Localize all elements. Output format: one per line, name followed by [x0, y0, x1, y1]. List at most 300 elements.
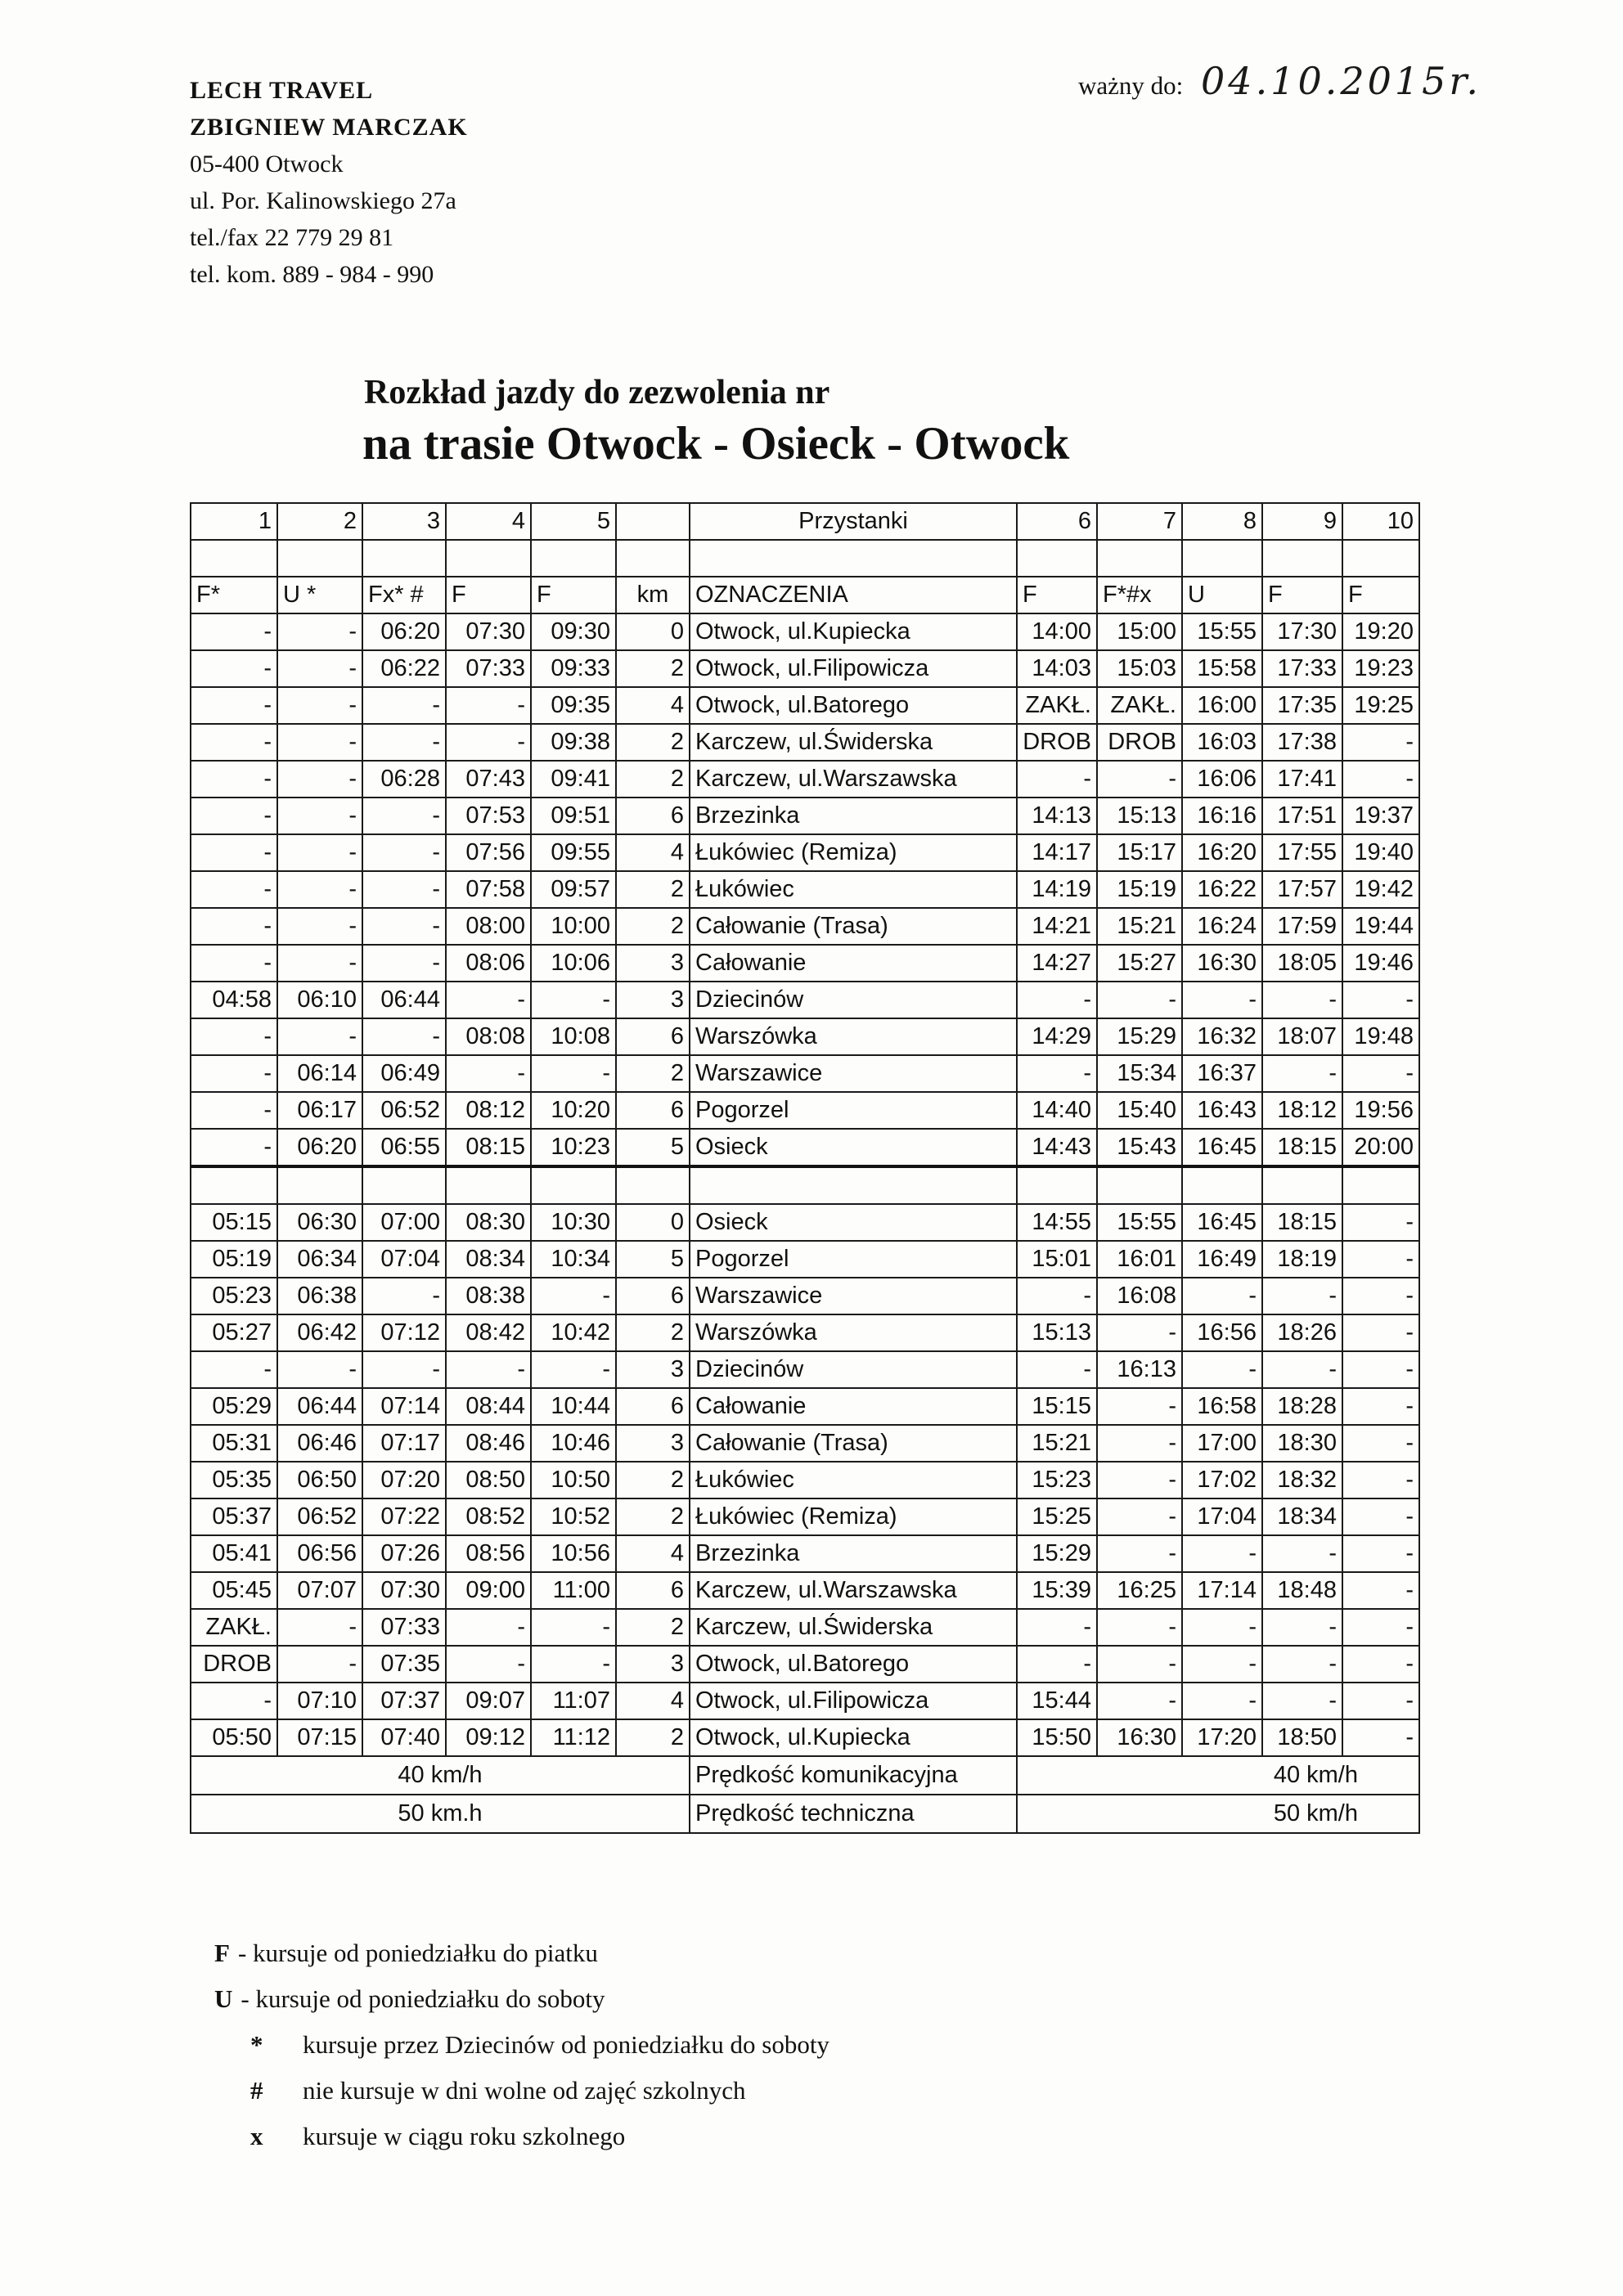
table-row [191, 1425, 1419, 1462]
table-cell: 16:08 [1097, 1278, 1182, 1314]
table-cell: 15:21 [1097, 908, 1182, 945]
table-cell: 08:15 [446, 1129, 531, 1166]
table-cell: Warszówka [690, 1314, 1017, 1351]
table-cell: 15:44 [1017, 1683, 1097, 1719]
table-cell [362, 1166, 446, 1204]
table-cell: 09:51 [531, 798, 616, 834]
table-cell: - [1342, 1351, 1419, 1388]
table-cell: 07:20 [362, 1462, 446, 1498]
table-cell: 06:46 [277, 1425, 362, 1462]
table-row [191, 1646, 1419, 1683]
table-cell: 5 [531, 503, 616, 540]
table-cell: F*#x [1097, 577, 1182, 613]
table-cell: - [277, 798, 362, 834]
table-row [191, 1018, 1419, 1055]
table-cell: 18:12 [1262, 1092, 1342, 1129]
owner-name: ZBIGNIEW MARCZAK [190, 114, 468, 141]
table-cell: Warszówka [690, 1018, 1017, 1055]
table-cell: 18:48 [1262, 1572, 1342, 1609]
speed-value-right: 40 km/h [1017, 1756, 1419, 1795]
table-cell: 2 [616, 724, 690, 761]
table-cell: - [1097, 1462, 1182, 1498]
table-cell: Przystanki [690, 503, 1017, 540]
table-cell: - [446, 724, 531, 761]
table-cell: 09:35 [531, 687, 616, 724]
table-cell: 2 [616, 1719, 690, 1756]
table-row [191, 834, 1419, 871]
table-cell: - [1017, 1278, 1097, 1314]
table-cell [277, 1166, 362, 1204]
table-cell: 10:56 [531, 1535, 616, 1572]
legend-item [214, 2068, 829, 2114]
table-cell [1017, 540, 1097, 577]
table-cell: - [191, 1129, 277, 1166]
table-cell: 06:42 [277, 1314, 362, 1351]
table-cell: - [1262, 1646, 1342, 1683]
table-cell: ZAKŁ. [1017, 687, 1097, 724]
table-cell: 16:43 [1182, 1092, 1262, 1129]
table-cell: 15:13 [1097, 798, 1182, 834]
table-cell: 08:12 [446, 1092, 531, 1129]
table-cell: 3 [616, 1351, 690, 1388]
table-cell: - [1342, 1462, 1419, 1498]
table-cell: - [1262, 982, 1342, 1018]
table-cell: - [446, 1646, 531, 1683]
table-cell: - [1182, 1683, 1262, 1719]
table-cell: DROB [1017, 724, 1097, 761]
table-cell: - [277, 1018, 362, 1055]
table-cell: 10:08 [531, 1018, 616, 1055]
table-cell: 15:23 [1017, 1462, 1097, 1498]
table-cell: - [191, 1055, 277, 1092]
table-cell: 17:57 [1262, 871, 1342, 908]
table-cell: - [362, 798, 446, 834]
table-cell: 06:14 [277, 1055, 362, 1092]
table-cell: 2 [616, 1462, 690, 1498]
table-cell: 08:06 [446, 945, 531, 982]
table-cell: - [191, 1018, 277, 1055]
table-cell: 10:34 [531, 1241, 616, 1278]
table-cell: 2 [616, 1498, 690, 1535]
table-cell: 3 [616, 945, 690, 982]
table-cell: Otwock, ul.Batorego [690, 687, 1017, 724]
table-cell: - [277, 1351, 362, 1388]
table-cell: 15:00 [1097, 613, 1182, 650]
table-row [191, 1314, 1419, 1351]
table-cell: 07:04 [362, 1241, 446, 1278]
table-cell: - [277, 761, 362, 798]
table-cell: 09:55 [531, 834, 616, 871]
table-cell: 08:38 [446, 1278, 531, 1314]
table-cell: 18:28 [1262, 1388, 1342, 1425]
table-cell [1182, 1166, 1262, 1204]
table-cell: - [362, 1018, 446, 1055]
table-cell: 06:44 [277, 1388, 362, 1425]
table-cell: 16:30 [1097, 1719, 1182, 1756]
table-cell: 05:41 [191, 1535, 277, 1572]
table-cell: 14:00 [1017, 613, 1097, 650]
table-cell: 16:01 [1097, 1241, 1182, 1278]
table-cell: 08:34 [446, 1241, 531, 1278]
legend-item [214, 1976, 829, 2022]
table-cell [690, 540, 1017, 577]
table-cell: 07:43 [446, 761, 531, 798]
table-cell: 10:06 [531, 945, 616, 982]
table-cell: - [1017, 982, 1097, 1018]
table-cell: 19:44 [1342, 908, 1419, 945]
table-cell: 16:58 [1182, 1388, 1262, 1425]
table-cell: 6 [616, 1018, 690, 1055]
table-cell: Dziecinów [690, 982, 1017, 1018]
table-cell: F [531, 577, 616, 613]
table-cell: 09:38 [531, 724, 616, 761]
table-row [191, 1719, 1419, 1756]
table-row [191, 1129, 1419, 1166]
table-cell: - [1182, 982, 1262, 1018]
company-city: 05-400 Otwock [190, 151, 344, 177]
table-cell: 2 [616, 650, 690, 687]
table-cell: 14:19 [1017, 871, 1097, 908]
company-header [190, 72, 468, 293]
table-cell: - [1342, 1535, 1419, 1572]
table-cell: Całowanie (Trasa) [690, 908, 1017, 945]
table-cell: 07:33 [362, 1609, 446, 1646]
table-cell: 09:41 [531, 761, 616, 798]
table-cell: 06:50 [277, 1462, 362, 1498]
table-cell: 15:29 [1017, 1535, 1097, 1572]
table-cell: - [1262, 1055, 1342, 1092]
table-cell: 19:20 [1342, 613, 1419, 650]
table-cell: Fx* # [362, 577, 446, 613]
speed-value-left: 50 km.h [191, 1795, 690, 1833]
table-cell: 19:37 [1342, 798, 1419, 834]
company-mobile: tel. kom. 889 - 984 - 990 [190, 261, 434, 288]
table-cell: 17:41 [1262, 761, 1342, 798]
table-row [191, 1278, 1419, 1314]
table-cell: Brzezinka [690, 1535, 1017, 1572]
speed-value-right: 50 km/h [1017, 1795, 1419, 1833]
table-cell: - [1017, 1609, 1097, 1646]
table-cell: 07:15 [277, 1719, 362, 1756]
header-row-spacer [191, 540, 1419, 577]
table-cell: - [362, 687, 446, 724]
table-cell: 10:46 [531, 1425, 616, 1462]
table-cell: 09:12 [446, 1719, 531, 1756]
legend-text: kursuje przez Dziecinów od poniedziałku do soboty [303, 2030, 829, 2059]
table-cell: 4 [616, 834, 690, 871]
table-cell: 16:25 [1097, 1572, 1182, 1609]
table-cell: 18:34 [1262, 1498, 1342, 1535]
table-cell: 14:27 [1017, 945, 1097, 982]
table-cell: 06:22 [362, 650, 446, 687]
table-row [191, 724, 1419, 761]
table-row [191, 1204, 1419, 1241]
table-cell: 15:25 [1017, 1498, 1097, 1535]
table-cell: - [531, 1646, 616, 1683]
table-cell: U * [277, 577, 362, 613]
timetable [190, 502, 1420, 1834]
table-cell: Łukówiec [690, 1462, 1017, 1498]
table-cell: 11:07 [531, 1683, 616, 1719]
table-cell: - [1342, 1241, 1419, 1278]
table-cell: - [362, 945, 446, 982]
table-cell: 6 [616, 1388, 690, 1425]
table-cell: - [277, 945, 362, 982]
table-cell: - [1097, 1609, 1182, 1646]
table-cell: - [531, 1351, 616, 1388]
table-row [191, 982, 1419, 1018]
table-cell [446, 540, 531, 577]
table-cell: 2 [616, 908, 690, 945]
table-cell: 0 [616, 1204, 690, 1241]
table-cell: 19:40 [1342, 834, 1419, 871]
table-cell: Otwock, ul.Kupiecka [690, 1719, 1017, 1756]
table-cell: 17:51 [1262, 798, 1342, 834]
table-cell: Łukówiec (Remiza) [690, 1498, 1017, 1535]
table-cell: 15:43 [1097, 1129, 1182, 1166]
table-cell: - [362, 834, 446, 871]
table-row [191, 1351, 1419, 1388]
table-row [191, 1609, 1419, 1646]
legend-text: - kursuje od poniedziałku do piatku [237, 1939, 598, 1967]
table-cell: 15:15 [1017, 1388, 1097, 1425]
table-cell: 07:37 [362, 1683, 446, 1719]
table-cell: Pogorzel [690, 1241, 1017, 1278]
speed-row [191, 1756, 1419, 1795]
table-cell: 8 [1182, 503, 1262, 540]
table-cell: Otwock, ul.Filipowicza [690, 650, 1017, 687]
table-cell: - [191, 1092, 277, 1129]
table-cell: 06:17 [277, 1092, 362, 1129]
table-cell: 17:38 [1262, 724, 1342, 761]
table-cell [1262, 1166, 1342, 1204]
table-cell: 16:24 [1182, 908, 1262, 945]
table-cell: 18:30 [1262, 1425, 1342, 1462]
legend-text: - kursuje od poniedziałku do soboty [241, 1984, 605, 2013]
table-cell: 10:52 [531, 1498, 616, 1535]
table-cell: - [1097, 1388, 1182, 1425]
table-cell: 06:52 [277, 1498, 362, 1535]
table-cell: - [1097, 1498, 1182, 1535]
table-cell: - [1262, 1609, 1342, 1646]
table-row [191, 1092, 1419, 1129]
table-cell: 10:42 [531, 1314, 616, 1351]
table-cell: 14:40 [1017, 1092, 1097, 1129]
table-cell: 09:07 [446, 1683, 531, 1719]
table-row [191, 1535, 1419, 1572]
table-cell: 18:07 [1262, 1018, 1342, 1055]
table-cell: 3 [362, 503, 446, 540]
table-cell: 16:16 [1182, 798, 1262, 834]
table-cell: 16:56 [1182, 1314, 1262, 1351]
table-cell: - [277, 871, 362, 908]
table-cell: 08:42 [446, 1314, 531, 1351]
table-cell [191, 1166, 277, 1204]
table-cell: - [531, 1278, 616, 1314]
table-cell: 05:35 [191, 1462, 277, 1498]
table-cell: 17:02 [1182, 1462, 1262, 1498]
company-name: LECH TRAVEL [190, 77, 374, 104]
table-cell: - [362, 908, 446, 945]
table-cell: - [191, 908, 277, 945]
table-cell: 06:30 [277, 1204, 362, 1241]
table-cell: 2 [616, 761, 690, 798]
table-cell: 15:01 [1017, 1241, 1097, 1278]
table-cell: 08:08 [446, 1018, 531, 1055]
table-cell: - [277, 687, 362, 724]
table-cell: Pogorzel [690, 1092, 1017, 1129]
table-cell: Łukówiec [690, 871, 1017, 908]
table-cell: - [1097, 1535, 1182, 1572]
table-cell: 10:44 [531, 1388, 616, 1425]
table-cell: 06:28 [362, 761, 446, 798]
table-cell: Warszawice [690, 1055, 1017, 1092]
table-cell: - [446, 1055, 531, 1092]
speed-row [191, 1795, 1419, 1833]
table-cell: 3 [616, 982, 690, 1018]
validity-date: 04.10.2015r. [1201, 59, 1481, 103]
table-cell: Całowanie [690, 945, 1017, 982]
route-title: na trasie Otwock - Osieck - Otwock [362, 418, 1070, 470]
table-cell: 05:19 [191, 1241, 277, 1278]
table-cell: 15:55 [1097, 1204, 1182, 1241]
table-cell: Karczew, ul.Warszawska [690, 1572, 1017, 1609]
table-row [191, 871, 1419, 908]
table-cell: 6 [616, 798, 690, 834]
table-cell: 08:30 [446, 1204, 531, 1241]
table-cell: 17:55 [1262, 834, 1342, 871]
table-cell: - [191, 613, 277, 650]
table-cell: - [1017, 761, 1097, 798]
table-cell: 4 [616, 687, 690, 724]
table-cell: Osieck [690, 1129, 1017, 1166]
table-cell: 07:14 [362, 1388, 446, 1425]
table-cell: 14:55 [1017, 1204, 1097, 1241]
table-cell: 05:27 [191, 1314, 277, 1351]
legend-symbol: x [250, 2122, 263, 2150]
table-cell: Otwock, ul.Filipowicza [690, 1683, 1017, 1719]
table-cell: U [1182, 577, 1262, 613]
legend-item [214, 2114, 829, 2159]
table-cell [277, 540, 362, 577]
table-cell: - [1182, 1535, 1262, 1572]
table-cell: - [277, 724, 362, 761]
table-cell: Karczew, ul.Świderska [690, 1609, 1017, 1646]
table-cell: 05:37 [191, 1498, 277, 1535]
table-cell: - [1097, 761, 1182, 798]
table-cell: 07:07 [277, 1572, 362, 1609]
table-cell: 15:55 [1182, 613, 1262, 650]
table-cell: 5 [616, 1241, 690, 1278]
table-cell: 05:23 [191, 1278, 277, 1314]
table-cell: 05:15 [191, 1204, 277, 1241]
page-title: Rozkład jazdy do zezwolenia nr [364, 374, 830, 411]
table-cell: 14:29 [1017, 1018, 1097, 1055]
table-cell: 17:33 [1262, 650, 1342, 687]
table-cell: 19:48 [1342, 1018, 1419, 1055]
table-cell: - [1017, 1351, 1097, 1388]
table-cell: 17:30 [1262, 613, 1342, 650]
table-cell: - [277, 834, 362, 871]
legend-symbol: U [214, 1984, 233, 2013]
table-cell: F [1262, 577, 1342, 613]
table-cell: 19:42 [1342, 871, 1419, 908]
table-cell: 08:56 [446, 1535, 531, 1572]
table-cell: - [446, 687, 531, 724]
table-cell: 15:21 [1017, 1425, 1097, 1462]
speed-value-left: 40 km/h [191, 1756, 690, 1795]
table-cell [1182, 540, 1262, 577]
table-cell: - [362, 1278, 446, 1314]
validity-note [1078, 59, 1481, 103]
table-cell: - [531, 1609, 616, 1646]
table-cell: 16:13 [1097, 1351, 1182, 1388]
table-cell: 04:58 [191, 982, 277, 1018]
table-row [191, 798, 1419, 834]
table-cell [1017, 1166, 1097, 1204]
table-cell: 5 [616, 1129, 690, 1166]
table-cell: 14:21 [1017, 908, 1097, 945]
table-cell: - [277, 1609, 362, 1646]
table-cell [1342, 540, 1419, 577]
table-cell: 07:33 [446, 650, 531, 687]
table-cell: OZNACZENIA [690, 577, 1017, 613]
table-cell: - [1342, 1055, 1419, 1092]
table-cell: 16:00 [1182, 687, 1262, 724]
table-cell: 15:27 [1097, 945, 1182, 982]
table-cell [1262, 540, 1342, 577]
table-cell: 17:35 [1262, 687, 1342, 724]
table-cell: 10:00 [531, 908, 616, 945]
table-row [191, 687, 1419, 724]
table-cell: - [277, 908, 362, 945]
table-cell: 07:40 [362, 1719, 446, 1756]
table-cell: - [191, 834, 277, 871]
legend-item [214, 2022, 829, 2068]
table-cell: - [277, 1646, 362, 1683]
table-cell [446, 1166, 531, 1204]
table-cell: - [1342, 1388, 1419, 1425]
table-cell: 18:32 [1262, 1462, 1342, 1498]
table-cell: 19:46 [1342, 945, 1419, 982]
table-cell: - [1342, 1314, 1419, 1351]
table-cell: - [277, 650, 362, 687]
table-cell: - [1182, 1351, 1262, 1388]
table-cell: - [191, 724, 277, 761]
table-row [191, 761, 1419, 798]
legend-item [214, 1930, 829, 1976]
table-cell: ZAKŁ. [1097, 687, 1182, 724]
table-cell: Warszawice [690, 1278, 1017, 1314]
table-cell: - [362, 724, 446, 761]
table-cell: 14:43 [1017, 1129, 1097, 1166]
table-cell: - [191, 945, 277, 982]
table-cell: - [1342, 724, 1419, 761]
table-cell: 09:57 [531, 871, 616, 908]
table-cell: 14:03 [1017, 650, 1097, 687]
table-cell: 05:29 [191, 1388, 277, 1425]
table-cell: 06:49 [362, 1055, 446, 1092]
table-cell: 10:50 [531, 1462, 616, 1498]
table-cell: - [446, 1351, 531, 1388]
table-cell: 05:31 [191, 1425, 277, 1462]
table-cell: DROB [191, 1646, 277, 1683]
table-cell: 15:29 [1097, 1018, 1182, 1055]
table-cell: - [1342, 1646, 1419, 1683]
table-cell: 07:58 [446, 871, 531, 908]
table-cell: - [1342, 761, 1419, 798]
table-cell: - [362, 1351, 446, 1388]
